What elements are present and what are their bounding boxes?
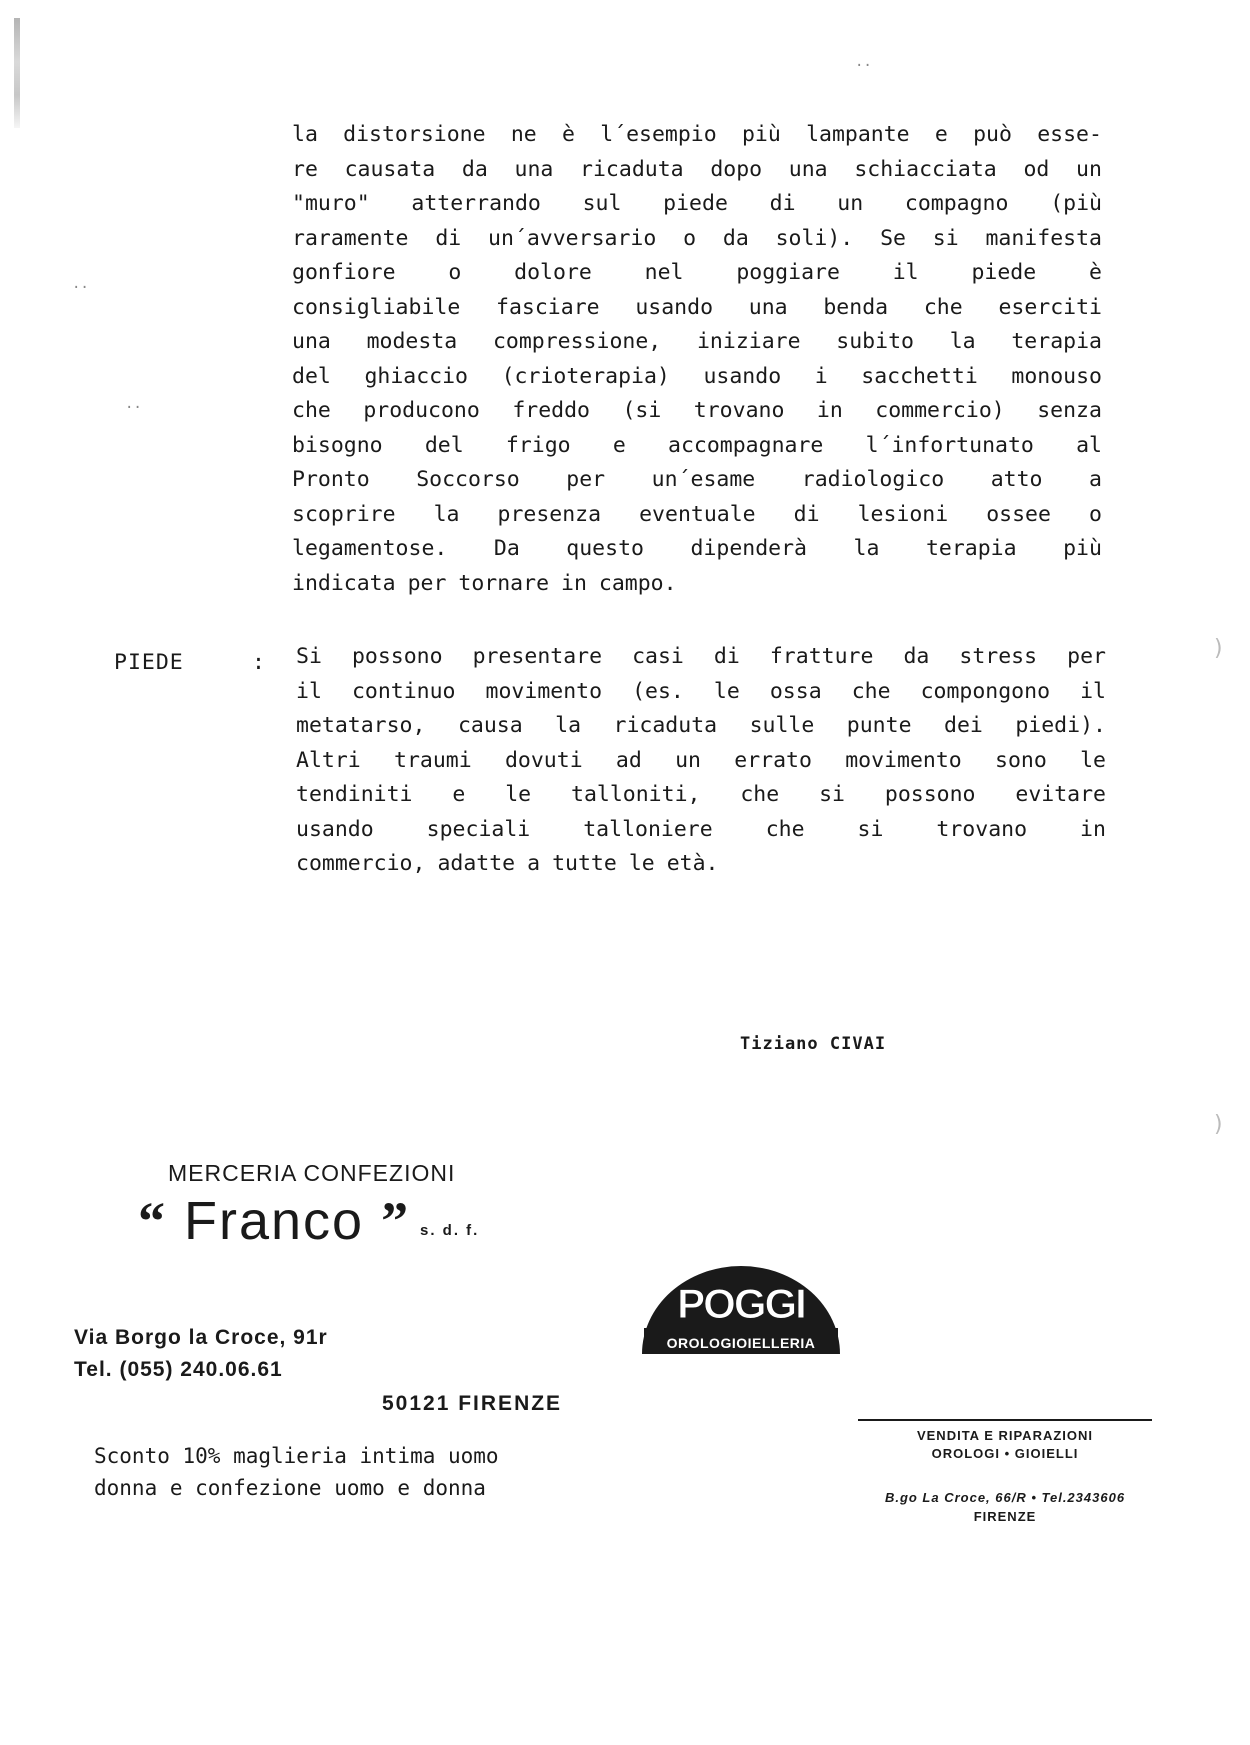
scan-speck: ··: [125, 400, 142, 416]
ad-franco-heading: MERCERIA CONFEZIONI: [168, 1160, 456, 1186]
section-label-separator: :: [252, 650, 265, 675]
scan-edge-mark: [14, 18, 20, 128]
poggi-address: B.go La Croce, 66/R • Tel.2343606: [884, 1490, 1126, 1505]
text-line: scoprire la presenza eventuale di lesioni ossee o: [292, 501, 1102, 527]
scan-speck: ): [1212, 636, 1226, 661]
ad-franco-open-quote: “: [138, 1191, 167, 1251]
ad-franco-close-quote: ”: [381, 1191, 411, 1251]
text-line: indicata per tornare in campo.: [292, 570, 677, 596]
poggi-logo-name: POGGI: [677, 1280, 805, 1327]
poggi-city: FIRENZE: [973, 1509, 1037, 1524]
text-line: usando speciali talloniere che si trovano in: [296, 816, 1106, 842]
text-line: raramente di un´avversario o da soli). Se si manifesta: [292, 225, 1102, 251]
ad-franco-city: 50121 FIRENZE: [382, 1392, 563, 1415]
ad-franco-address: Via Borgo la Croce, 91r: [74, 1326, 328, 1349]
poggi-tagline-2: OROLOGI • GIOIELLI: [931, 1446, 1079, 1461]
poggi-tagline-1: VENDITA E RIPARAZIONI: [916, 1428, 1094, 1443]
text-line: legamentose. Da questo dipenderà la terapia più: [292, 536, 1102, 561]
text-line: commercio, adatte a tutte le età.: [296, 851, 719, 876]
ad-franco-name: [138, 1190, 410, 1252]
ad-franco-name-text: Franco: [184, 1191, 365, 1251]
scan-speck: ··: [855, 58, 872, 74]
ad-franco-phone: Tel. (055) 240.06.61: [74, 1358, 283, 1381]
section-label-piede: PIEDE: [114, 650, 184, 675]
text-line: una modesta compressione, iniziare subito la terapia: [292, 329, 1102, 354]
text-line: che producono freddo (si trovano in commercio) senza: [292, 398, 1102, 423]
poggi-logo-sub: OROLOGIOIELLERIA: [666, 1335, 816, 1351]
text-line: il continuo movimento (es. le ossa che compongono il: [296, 678, 1106, 704]
ad-franco-promo-line: Sconto 10% maglieria intima uomo: [94, 1444, 499, 1468]
text-line: Pronto Soccorso per un´esame radiologico atto a: [292, 467, 1102, 492]
article-paragraph-piede: [296, 640, 1106, 882]
ad-franco-promo-line: donna e confezione uomo e donna: [94, 1476, 486, 1500]
ad-franco-suffix: s. d. f.: [420, 1222, 480, 1239]
article-paragraph-distorsione: [292, 118, 1102, 601]
text-line: Si possono presentare casi di fratture da stress per: [296, 644, 1106, 669]
author-signature: Tiziano CIVAI: [740, 1034, 887, 1054]
text-line: re causata da una ricaduta dopo una schiacciata od un: [292, 156, 1102, 182]
text-line: Altri traumi dovuti ad un errato movimento sono le: [296, 747, 1106, 773]
scan-speck: ): [1212, 1112, 1226, 1137]
text-line: tendiniti e le talloniti, che si possono evitare: [296, 782, 1106, 807]
text-line: la distorsione ne è l´esempio più lampante e può esse-: [292, 122, 1102, 147]
ad-franco-promo: [94, 1440, 499, 1504]
text-line: "muro" atterrando sul piede di un compagno (più: [292, 191, 1102, 216]
text-line: gonfiore o dolore nel poggiare il piede è: [292, 260, 1102, 285]
text-line: bisogno del frigo e accompagnare l´infortunato al: [292, 432, 1102, 458]
text-line: del ghiaccio (crioterapia) usando i sacchetti monouso: [292, 363, 1102, 389]
text-line: consigliabile fasciare usando una benda che eserciti: [292, 294, 1102, 320]
text-line: metatarso, causa la ricaduta sulle punte dei piedi).: [296, 713, 1106, 738]
poggi-logo: [634, 1262, 848, 1358]
scan-speck: ··: [72, 280, 89, 296]
poggi-rule: [858, 1419, 1152, 1421]
